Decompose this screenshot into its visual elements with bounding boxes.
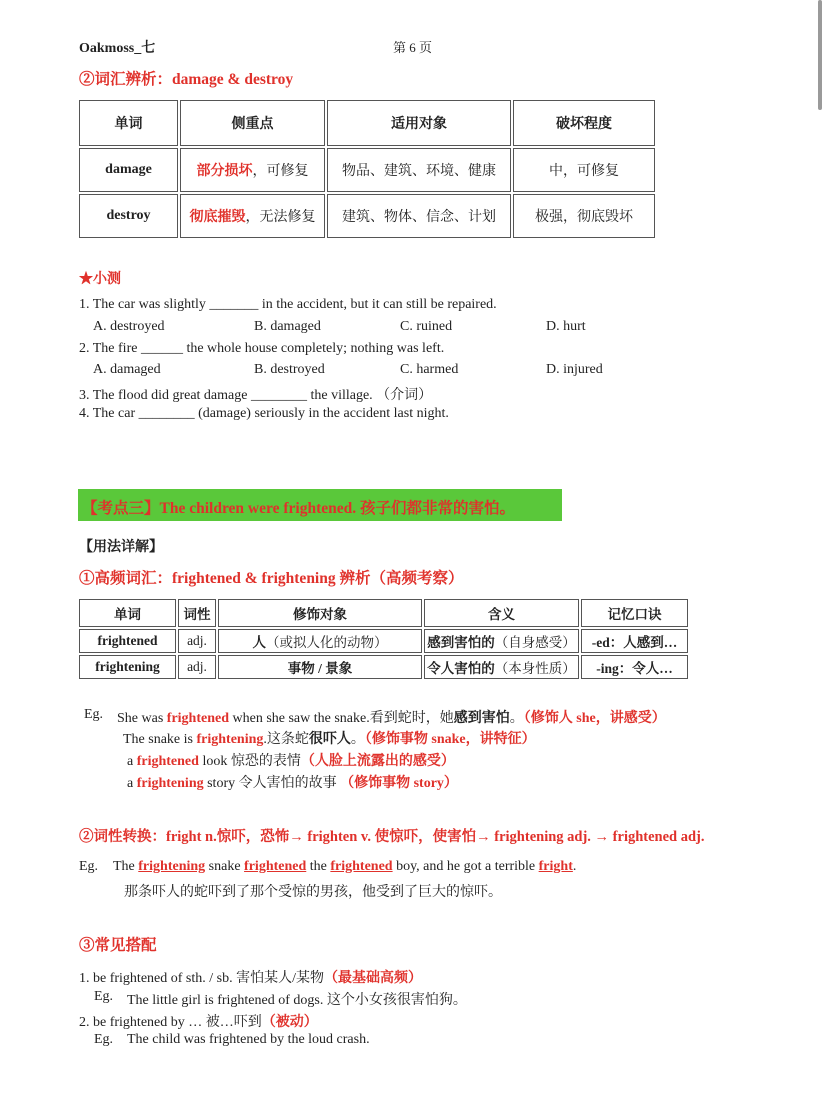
subsection-3-title <box>79 933 157 955</box>
target-key: 人 <box>252 635 266 650</box>
example-keyword: frightened <box>136 754 199 769</box>
section-damage-destroy-title <box>79 67 293 89</box>
example-text: look 惊恐的表情 <box>198 754 301 769</box>
example-line-3 <box>127 750 455 770</box>
usage-title: 【用法详解】 <box>79 540 163 555</box>
example-text: a <box>127 776 137 791</box>
header-cell: 记忆口诀 <box>581 599 688 627</box>
degree-cell: 极强，彻底毁坏 <box>513 194 655 238</box>
example-bold: 感到害怕 <box>453 711 510 726</box>
meaning-rest: （自身感受） <box>494 635 576 650</box>
focus-key: 部分损坏 <box>196 164 253 179</box>
scrollbar[interactable] <box>818 0 822 110</box>
collocation-2 <box>79 1011 318 1031</box>
word-cell: damage <box>79 148 178 192</box>
example-note: （修饰事物 story） <box>340 776 458 791</box>
focus-rest: ，可修复 <box>252 164 309 179</box>
collocation-example: The child was frightened by the loud crash. <box>127 1032 370 1047</box>
subsection-1-title <box>79 566 464 588</box>
quiz-question-4: 4. The car ________ (damage) seriously in the accident last night. <box>79 406 449 421</box>
example-text: She was <box>117 711 167 726</box>
objects-cell: 物品、建筑、环境、健康 <box>327 148 511 192</box>
example-keyword: fright <box>538 859 573 874</box>
eg-label: Eg. <box>94 989 114 1004</box>
table-row <box>79 629 688 653</box>
table-row <box>79 148 655 192</box>
focus-rest: ，无法修复 <box>245 210 316 225</box>
table-row <box>79 194 655 238</box>
word-cell: destroy <box>79 194 178 238</box>
brand-label: Oakmoss_七 <box>79 41 156 56</box>
eg-label: Eg. <box>84 707 104 722</box>
collocation-example: The little girl is frightened of dogs. 这个小女孩很害怕狗。 <box>127 993 467 1008</box>
frightened-frightening-table <box>77 597 690 681</box>
example-text: story 令人害怕的故事 <box>203 776 341 791</box>
pos-cell: adj. <box>178 655 216 679</box>
example-text: The <box>113 859 139 874</box>
quiz-question-2: 2. The fire ______ the whole house completely; nothing was left. <box>79 341 445 356</box>
section-title-text: 常见搭配 <box>94 937 157 954</box>
target-rest: （或拟人化的动物） <box>266 635 388 650</box>
header-cell: 词性 <box>178 599 216 627</box>
quiz-option: C. harmed <box>400 362 459 377</box>
header-cell: 修饰对象 <box>218 599 422 627</box>
example-text: the <box>306 859 331 874</box>
word-cell: frightened <box>79 629 176 653</box>
example-keyword: frightening <box>196 732 264 747</box>
meaning-key: 令人害怕的 <box>427 661 495 676</box>
section-number: ① <box>79 570 95 587</box>
table-header-row <box>79 599 688 627</box>
example-text: snake <box>205 859 245 874</box>
target-cell <box>218 655 422 679</box>
focus-cell <box>180 194 325 238</box>
example-keyword: frightening <box>138 859 206 874</box>
mnemonic-cell: -ed：人感到… <box>581 629 688 653</box>
quiz-option: B. damaged <box>254 319 321 334</box>
section-title-text: 词汇辨析：damage & destroy <box>94 71 294 88</box>
section-number: ② <box>79 71 95 88</box>
example-text: when she saw the snake.看到蛇时，她 <box>229 711 454 726</box>
example-text: The snake is <box>123 732 197 747</box>
example-line-2 <box>123 728 536 748</box>
section-title-text: 词性转换：fright n.惊吓，恐怖→ frighten v. 使惊吓，使害怕→ frightening adj. → frightened adj. <box>93 829 705 845</box>
table-header-row <box>79 100 655 146</box>
eg-label: Eg. <box>94 1032 114 1047</box>
header-cell: 单词 <box>79 599 176 627</box>
conversion-example <box>113 859 576 875</box>
meaning-rest: （本身性质） <box>494 661 576 676</box>
quiz-option: D. hurt <box>546 319 586 334</box>
kaodian-banner <box>78 489 562 521</box>
pos-cell: adj. <box>178 629 216 653</box>
header-cell: 侧重点 <box>180 100 325 146</box>
quiz-option: A. destroyed <box>93 319 165 334</box>
header-cell: 含义 <box>424 599 579 627</box>
quiz-option: B. destroyed <box>254 362 325 377</box>
kaodian-banner-text: 【考点三】The children were frightened. 孩子们都非常的害怕。 <box>82 500 515 517</box>
example-note: （人脸上流露出的感受） <box>300 754 455 769</box>
section-number: ② <box>79 829 94 845</box>
quiz-option: C. ruined <box>400 319 453 334</box>
example-keyword: frightening <box>136 776 204 791</box>
example-text: 。 <box>350 732 365 747</box>
example-text: boy, and he got a terrible <box>392 859 539 874</box>
word-cell: frightening <box>79 655 176 679</box>
target-cell <box>218 629 422 653</box>
conversion-translation: 那条吓人的蛇吓到了那个受惊的男孩，他受到了巨大的惊吓。 <box>124 885 502 900</box>
eg-label: Eg. <box>79 859 99 874</box>
example-line-1 <box>117 707 666 727</box>
focus-cell <box>180 148 325 192</box>
example-text: 。 <box>509 711 524 726</box>
quiz-option: D. injured <box>546 362 603 377</box>
header-cell: 单词 <box>79 100 178 146</box>
meaning-cell <box>424 629 579 653</box>
example-note: （修饰人 she，讲感受） <box>523 711 666 726</box>
collocation-note: （被动） <box>261 1015 318 1030</box>
example-keyword: frightened <box>244 859 307 874</box>
quiz-question-3: 3. The flood did great damage ________ the village. （介词） <box>79 388 433 403</box>
page-number: 第 6 页 <box>393 40 433 55</box>
collocation-text: 1. be frightened of sth. / sb. 害怕某人/某物 <box>79 971 324 986</box>
example-line-4 <box>127 772 458 792</box>
section-title-text: 高频词汇：frightened & frightening 辨析（高频考察） <box>94 570 464 587</box>
example-text: .这条蛇 <box>263 732 309 747</box>
target-key: 事物 / 景象 <box>287 661 353 676</box>
example-keyword: frightened <box>166 711 229 726</box>
quiz-option: A. damaged <box>93 362 161 377</box>
objects-cell: 建筑、物体、信念、计划 <box>327 194 511 238</box>
damage-destroy-table <box>77 98 657 240</box>
table-row <box>79 655 688 679</box>
section-number: ③ <box>79 937 95 954</box>
collocation-text: 2. be frightened by … 被…吓到 <box>79 1015 262 1030</box>
header-cell: 适用对象 <box>327 100 511 146</box>
collocation-1 <box>79 967 422 987</box>
meaning-key: 感到害怕的 <box>427 635 495 650</box>
subsection-2-title <box>79 825 705 846</box>
mnemonic-cell: -ing：令人… <box>581 655 688 679</box>
example-keyword: frightened <box>330 859 393 874</box>
quiz-question-1: 1. The car was slightly _______ in the accident, but it can still be repaired. <box>79 297 497 312</box>
degree-cell: 中，可修复 <box>513 148 655 192</box>
example-text: . <box>572 859 577 874</box>
example-bold: 很吓人 <box>308 732 351 747</box>
focus-key: 彻底摧毁 <box>189 210 246 225</box>
collocation-note: （最基础高频） <box>323 971 422 986</box>
header-cell: 破坏程度 <box>513 100 655 146</box>
quiz-title: ★小测 <box>79 272 121 287</box>
example-text: a <box>127 754 137 769</box>
meaning-cell <box>424 655 579 679</box>
example-note: （修饰事物 snake，讲特征） <box>364 732 536 747</box>
